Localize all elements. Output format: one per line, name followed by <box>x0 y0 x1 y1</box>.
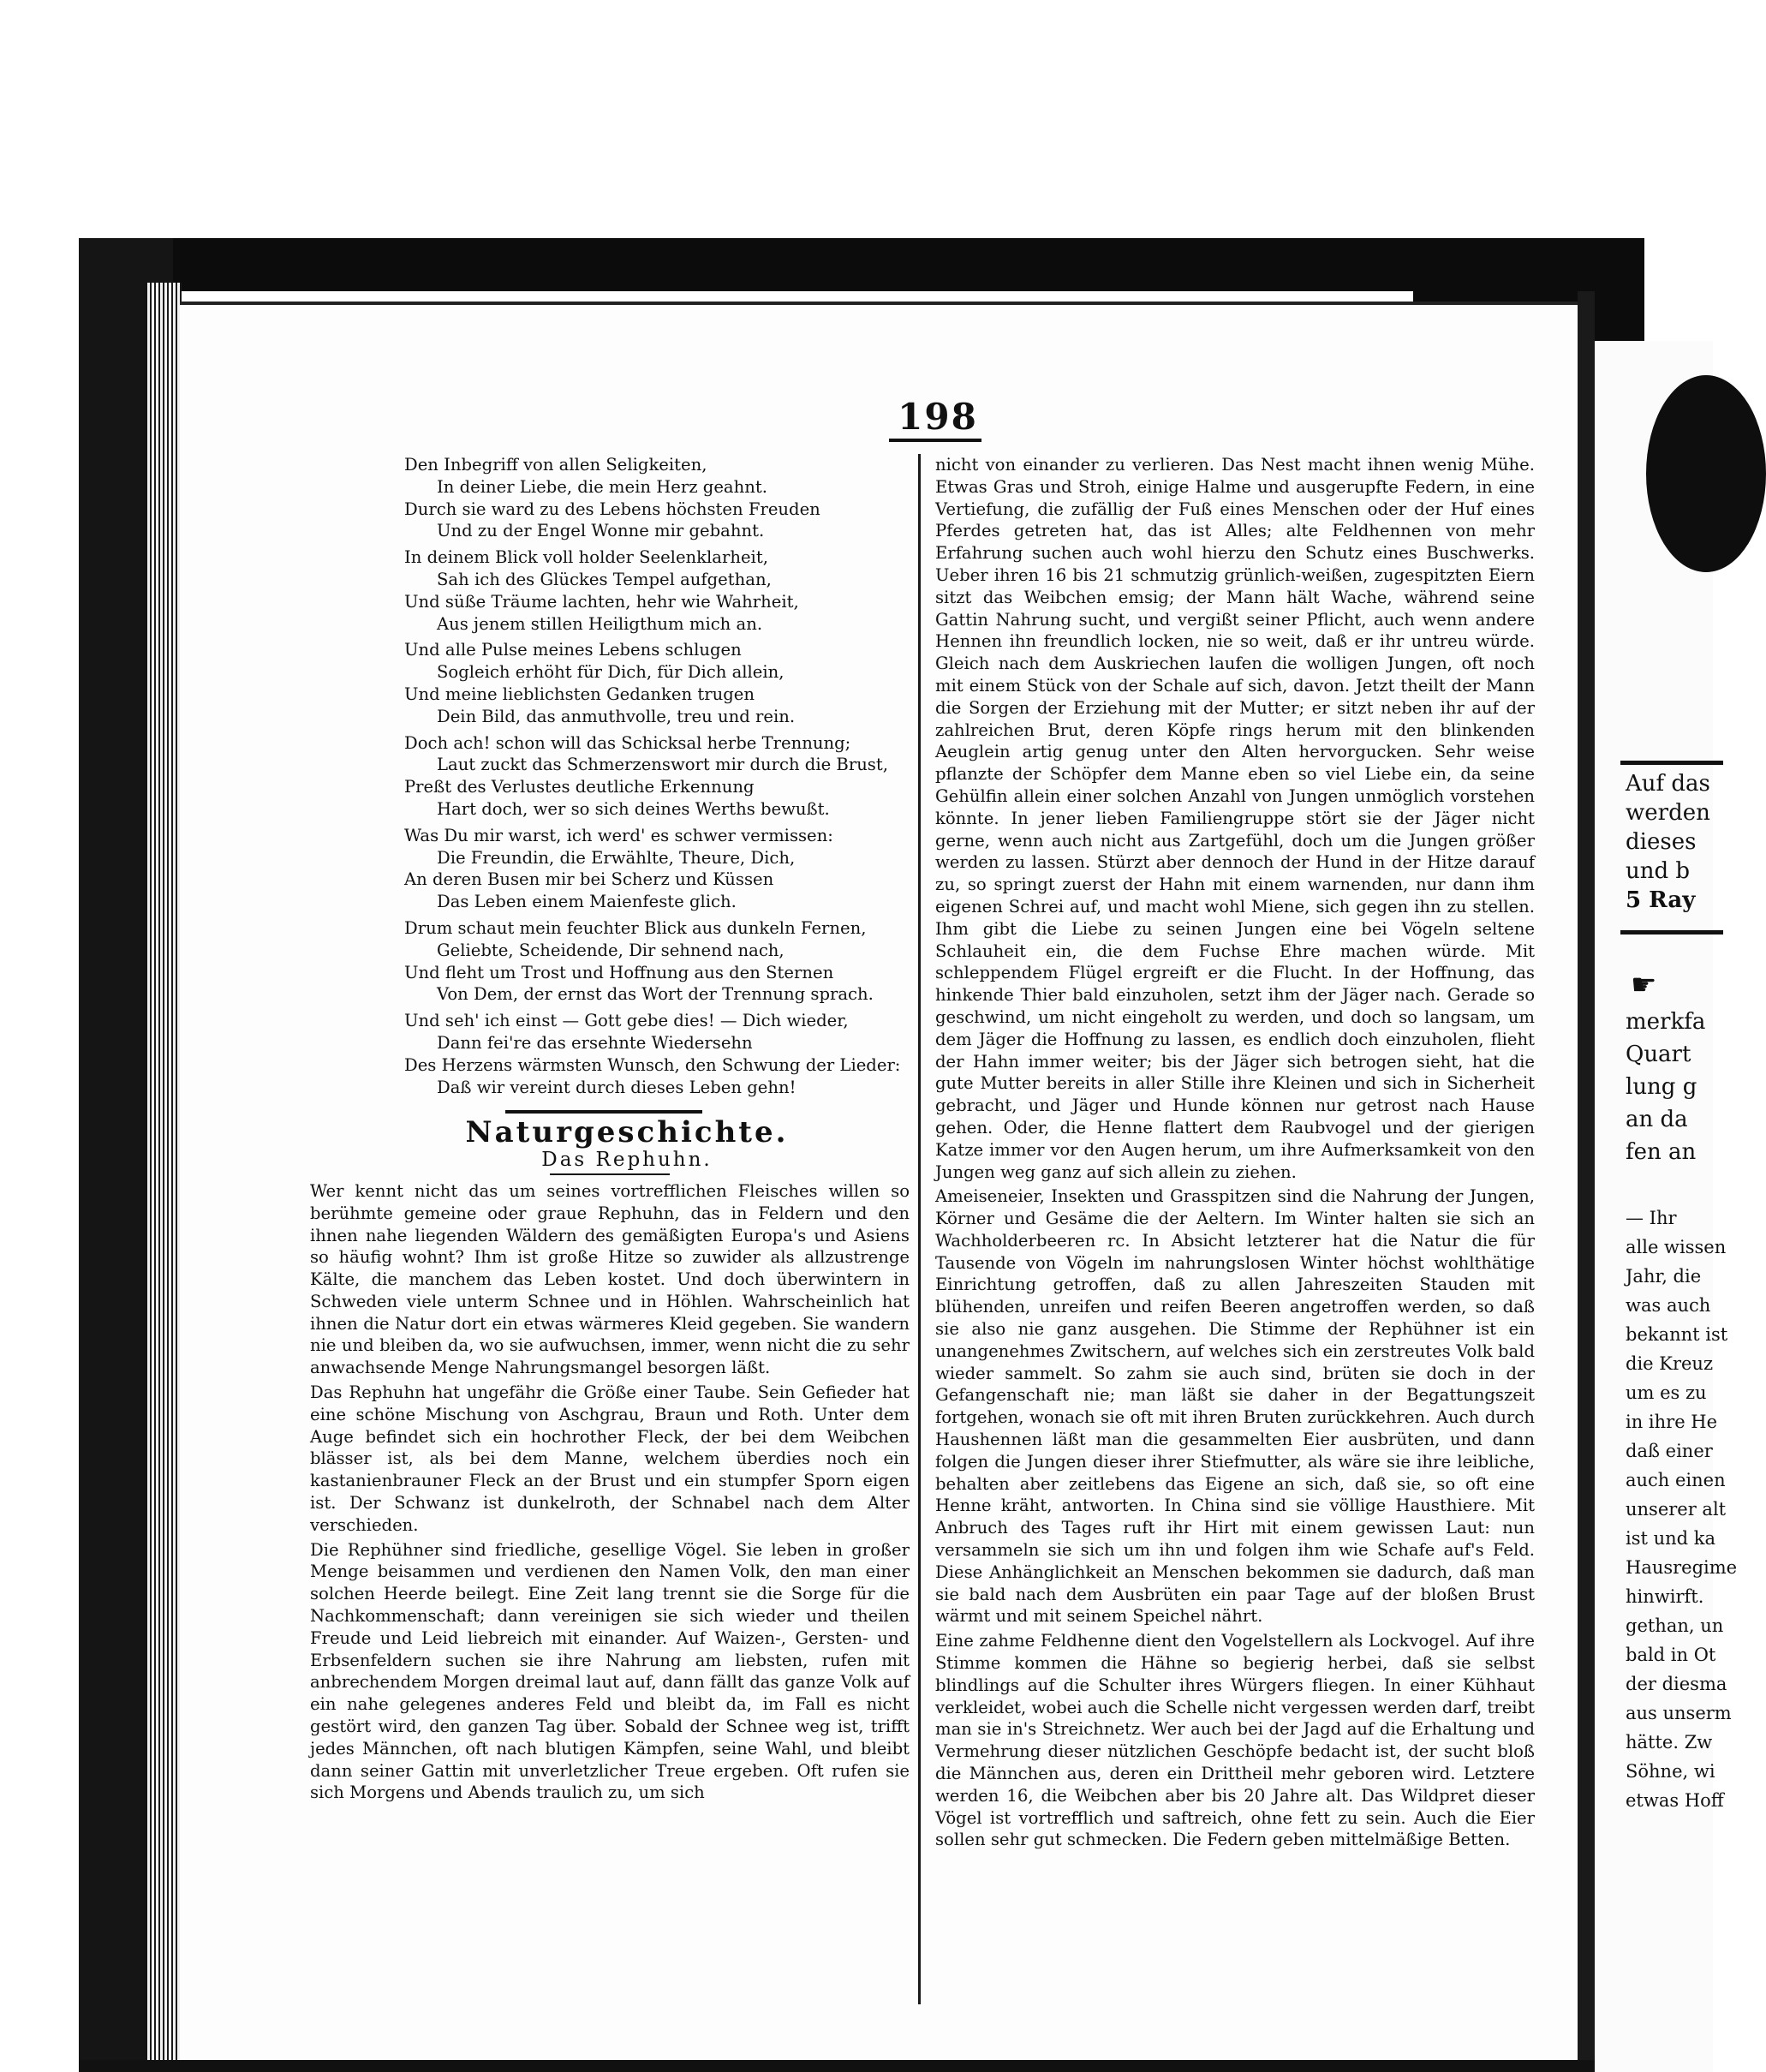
poem-stanza <box>404 639 910 727</box>
poem-line: An deren Busen mir bei Scherz und Küssen <box>404 869 774 890</box>
right-page-line: hätte. Zw <box>1626 1732 1713 1753</box>
right-page-line: lung g <box>1626 1074 1697 1100</box>
poem-line: Und meine lieblichsten Gedanken trugen <box>404 684 755 704</box>
right-page-line: Quart <box>1626 1042 1691 1067</box>
right-page-line: Hausregime <box>1626 1557 1738 1578</box>
right-column <box>935 454 1535 1854</box>
ornament-badge <box>1646 375 1766 572</box>
poem-stanza <box>404 917 910 1006</box>
right-page-line: um es zu <box>1626 1382 1707 1403</box>
poem-line: Laut zuckt das Schmerzenswort mir durch die Brust, <box>437 755 888 775</box>
section-title: Naturgeschichte. <box>465 1115 789 1150</box>
poem-line: Geliebte, Scheidende, Dir sehnend nach, <box>437 940 785 960</box>
right-page-line: und b <box>1626 858 1691 884</box>
right-page-line: werden <box>1626 800 1710 826</box>
article-title: Das Rephuhn. <box>541 1149 713 1172</box>
right-page-line: Söhne, wi <box>1626 1761 1715 1782</box>
poem-stanza <box>404 732 910 821</box>
poem-line: Dein Bild, das anmuthvolle, treu und rein. <box>437 706 796 726</box>
column-divider <box>918 454 921 2004</box>
right-page-line: aus unserm <box>1626 1703 1732 1723</box>
page-edges <box>147 283 182 2064</box>
poem-line: Sogleich erhöht für Dich, für Dich allein, <box>437 662 785 683</box>
right-page-line: auch einen <box>1626 1470 1726 1490</box>
right-page-line: bald in Ot <box>1626 1645 1716 1665</box>
paragraph: Das Rephuhn hat ungefähr die Größe einer Taube. Sein Gefieder hat eine schöne Mischung von Aschgrau, Braun und Roth. Unter dem Auge befindet sich ein hochrother Fleck, der bei dem Weibchen blässer ist, als bei dem Manne, welchem überdies noch ein kastanienbrauner Fleck an der Brust und ein stumpfer Sporn eigen ist. Der Schwanz ist dunkelroth, der Schnabel nach dem Alter verschieden. <box>310 1382 910 1535</box>
right-page-line: — Ihr <box>1626 1208 1677 1228</box>
right-page-line: merkfa <box>1626 1009 1706 1035</box>
right-page-line: 5 Ray <box>1626 887 1696 913</box>
right-page-line: Jahr, die <box>1626 1266 1702 1287</box>
page-number: 198 <box>898 396 978 438</box>
right-page-line: hinwirft. <box>1626 1586 1704 1607</box>
right-page-line: dieses <box>1626 829 1697 855</box>
paragraph: Ameiseneier, Insekten und Grasspitzen sind die Nahrung der Jungen, Körner und Gesäme die der Aeltern. Im Winter halten sie sich an Wachholderbeeren rc. In Absicht letzterer hat die Natur die für Tausende von Vögeln im nahrungslosen Winter höchst wohlthätige Einrichtung getroffen, daß zu allen Jahreszeiten Stauden mit blühenden, unreifen und reifen Beeren angetroffen werden, so daß sie also nie ganz ausgehen. Die Stimme der Rephühner ist ein unangenehmes Zwitschern, auf welches sich ein zerstreutes Volk bald wieder sammelt. So zahm sie auch sind, brüten sie doch in der Gefangenschaft nie; man läßt sie daher in der Begattungszeit fortgehen, wonach sie oft mit ihren Bruten zurückkehren. Auch durch Haushennen läßt man die gesammelten Eier ausbrüten, und dann folgen die Jungen dieser ihrer Stiefmutter, als wäre sie ihre leibliche, behalten aber zeitlebens das Eigene an sich, daß sie, so oft eine Henne kräht, antworten. In China sind sie völlige Hausthiere. Mit Anbruch des Tages ruft ihr Hirt mit einem gewissen Laut: nun versammeln sie sich um ihn und folgen ihm wie Schafe auf's Feld. Diese Anhänglichkeit an Menschen bekommen sie dadurch, daß man sie bald nach dem Ausbrüten ein paar Tage auf der bloßen Brust wärmt und mit seinem Speichel nährt. <box>935 1186 1535 1627</box>
poem-line: Hart doch, wer so sich deines Werths bewußt. <box>437 798 830 819</box>
poem-line: Und seh' ich einst — Gott gebe dies! — Dich wieder, <box>404 1011 849 1031</box>
poem-line: Den Inbegriff von allen Seligkeiten, <box>404 455 707 475</box>
right-page-line: an da <box>1626 1107 1688 1132</box>
pointing-hand-icon: ☛ <box>1631 968 1657 1002</box>
poem-line: Dann fei're das ersehnte Wiedersehn <box>437 1032 753 1053</box>
right-page-line: bekannt ist <box>1626 1324 1728 1345</box>
poem-line: Preßt des Verlustes deutliche Erkennung <box>404 777 755 797</box>
paragraph: Eine zahme Feldhenne dient den Vogelstellern als Lockvogel. Auf ihre Stimme kommen die Hähne so begierig herbei, daß sie selbst blindlings auf die Schulter ihres Würgers fliegen. In einer Kühhaut verkleidet, wobei auch die Schelle nicht vergessen werden darf, treibt man sie in's Streichnetz. Wer auch bei der Jagd auf die Erhaltung und Vermehrung dieser nützlichen Geschöpfe bedacht ist, der sucht bloß die Männchen aus, deren ein Drittheil mehr geboren wird. Letztere werden 16, die Weibchen aber bis 20 Jahre alt. Das Wildpret dieser Vögel ist vortrefflich und saftreich, ohne fett zu sein. Auch die Eier sollen sehr gut schmecken. Die Federn geben mittelmäßige Betten. <box>935 1631 1535 1850</box>
poem-line: Und alle Pulse meines Lebens schlugen <box>404 640 742 660</box>
poem-line: In deinem Blick voll holder Seelenklarheit, <box>404 547 768 568</box>
right-page-line: was auch <box>1626 1295 1711 1316</box>
left-column <box>310 454 910 1806</box>
section-rule <box>505 1110 702 1114</box>
poem-stanza <box>404 1010 910 1098</box>
right-page-line: ist und ka <box>1626 1528 1716 1549</box>
poem-line: Was Du mir warst, ich werd' es schwer vermissen: <box>404 825 833 845</box>
right-page-line: in ihre He <box>1626 1412 1718 1432</box>
article-rule <box>550 1173 670 1175</box>
right-page-line: die Kreuz <box>1626 1353 1714 1374</box>
poem-line: Das Leben einem Maienfeste glich. <box>437 892 737 912</box>
poem-line: In deiner Liebe, die mein Herz geahnt. <box>437 476 767 497</box>
right-page-line: etwas Hoff <box>1626 1790 1724 1811</box>
poem-stanza <box>404 454 910 542</box>
poem-line: Drum schaut mein feuchter Blick aus dunkeln Fernen, <box>404 917 867 938</box>
book-top-edge <box>79 238 1415 291</box>
poem-line: Von Dem, der ernst das Wort der Trennung sprach. <box>437 984 874 1005</box>
right-page-rule <box>1620 761 1723 765</box>
poem <box>404 454 910 1098</box>
poem-stanza <box>404 825 910 913</box>
page-number-rule <box>889 439 981 442</box>
poem-line: Daß wir vereint durch dieses Leben gehn! <box>437 1077 796 1097</box>
right-page-line: gethan, un <box>1626 1615 1724 1636</box>
poem-line: Die Freundin, die Erwählte, Theure, Dich, <box>437 847 796 868</box>
book-gutter <box>1578 291 1595 2064</box>
right-partial-page <box>1595 341 1738 2072</box>
right-page-line: daß einer <box>1626 1441 1713 1461</box>
poem-line: Aus jenem stillen Heiligthum mich an. <box>437 613 763 634</box>
poem-line: Des Herzens wärmsten Wunsch, den Schwung der Lieder: <box>404 1054 901 1075</box>
poem-line: Und zu der Engel Wonne mir gebahnt. <box>437 521 765 541</box>
right-page-line: unserer alt <box>1626 1499 1727 1520</box>
poem-line: Durch sie ward zu des Lebens höchsten Freuden <box>404 499 820 519</box>
paragraph: Die Rephühner sind friedliche, gesellige Vögel. Sie leben in großer Menge beisammen und verdienen den Namen Volk, den man einer solchen Heerde beilegt. Eine Zeit lang trennt sie die Sorge für die Nachkommenschaft; dann vereinigen sie sich wieder und theilen Freude und Leid liebreich mit einander. Auf Waizen-, Gersten- und Erbsenfeldern suchen sie ihre Nahrung am liebsten, rufen mit anbrechendem Morgen dreimal laut auf, dann fällt das ganze Volk auf ein nahe gelegenes anderes Feld und bleibt da, im Fall es nicht gestört wird, den ganzen Tag über. Sobald der Schnee weg ist, trifft jedes Männchen, oft nach blutigen Kämpfen, seine Wahl, und bleibt dann seiner Gattin mit unverletzlicher Treue ergeben. Oft rufen sie sich Morgens und Abends traulich zu, um sich <box>310 1539 910 1803</box>
poem-line: Und fleht um Trost und Hoffnung aus den Sternen <box>404 962 834 982</box>
right-page-line: alle wissen <box>1626 1237 1727 1257</box>
right-page-line: der diesma <box>1626 1674 1727 1694</box>
poem-line: Doch ach! schon will das Schicksal herbe Trennung; <box>404 732 851 753</box>
paragraph: Wer kennt nicht das um seines vortrefflichen Fleisches willen so berühmte gemeine oder graue Rephuhn, das in Feldern und den ihnen nahe liegenden Wäldern des gemäßigten Europa's und Asiens so häufig wohnt? Ihm ist große Hitze so zuwider als allzustrenge Kälte, die manchem das Leben kostet. Und doch überwintern in Schweden viele unterm Schnee und in Höhlen. Wahrscheinlich hat ihnen die Natur dort ein etwas wärmeres Kleid gegeben. Sie wandern nie und bleiben da, wo sie aufwuchsen, immer, wenn nicht die zu sehr anwachsende Menge Nahrungsmangel besorgen läßt. <box>310 1180 910 1378</box>
right-page-line: Auf das <box>1626 771 1710 797</box>
poem-line: Und süße Träume lachten, hehr wie Wahrheit, <box>404 591 799 612</box>
right-page-rule <box>1620 930 1723 934</box>
paragraph: nicht von einander zu verlieren. Das Nest macht ihnen wenig Mühe. Etwas Gras und Stroh, einige Halme und ausgerupfte Federn, in eine Vertiefung, die zufällig der Fuß eines Menschen oder der Huf eines Pferdes getreten hat, das ist Alles; alte Feldhennen von mehr Erfahrung suchen auch wohl hierzu den Schutz eines Buschwerks. Ueber ihren 16 bis 21 schmutzig grünlich-weißen, zugespitzten Eiern sitzt das Weibchen emsig; der Mann hält Wache, während seine Gattin Nahrung sucht, und vergißt seiner Pflicht, auch wenn andere Hennen ihn freundlich locken, nie so weit, daß er ihr untreu würde. Gleich nach dem Auskriechen laufen die wolligen Jungen, oft noch mit einem Stück von der Schale auf sich, davon. Jetzt theilt der Mann die Sorgen der Erziehung mit der Mutter; er sitzt neben ihr auf der zahlreichen Brut, deren Köpfe rings herum mit den blinkenden Aeuglein artig genug unter den Alten hervorgucken. Sehr weise pflanzte der Schöpfer dem Manne eben so viel Liebe ein, da seine Gehülfin allein einer solchen Anzahl von Jungen unmöglich vorstehen könnte. In jener lieben Familiengruppe stört sie der Jäger nicht gerne, wenn auch nicht aus Zartgefühl, doch um die Jungen größer werden zu lassen. Stürzt aber dennoch der Hund in der Hitze darauf zu, so springt zuerst der Hahn mit einem warnenden, nur dann ihm eigenen Schrei auf, und macht wohl Miene, sich gegen ihn zu stellen. Ihm gibt die Liebe zu seinen Jungen eine bei Vögeln seltene Schlauheit ein, die dem Fuchse Ehre machen würde. Mit schleppendem Flügel ergreift er die Flucht. In der Hoffnung, das hinkende Thier bald einzuholen, setzt ihm der Jäger nach. Gerade so geschwind, um nicht eingeholt zu werden, und doch so langsam, um dem Jäger die Hoffnung zu lassen, es endlich doch einzuholen, flieht der Hahn immer weiter; bis der Jäger sich betrogen sieht, hat die gute Mutter bereits in aller Stille ihre Kleinen und sich in Sicherheit gebracht, und Jäger und Hunde können nur getrost nach Hause gehen. Oder, die Henne flattert dem Raubvogel und der gierigen Katze immer vor den Augen herum, um ihre Aufmerksamkeit von den Jungen weg ganz auf sich allein zu ziehen. <box>935 455 1535 1182</box>
poem-stanza <box>404 546 910 635</box>
right-page-line: fen an <box>1626 1139 1697 1165</box>
poem-line: Sah ich des Glückes Tempel aufgethan, <box>437 569 772 589</box>
book-bottom-edge <box>79 2060 1713 2072</box>
